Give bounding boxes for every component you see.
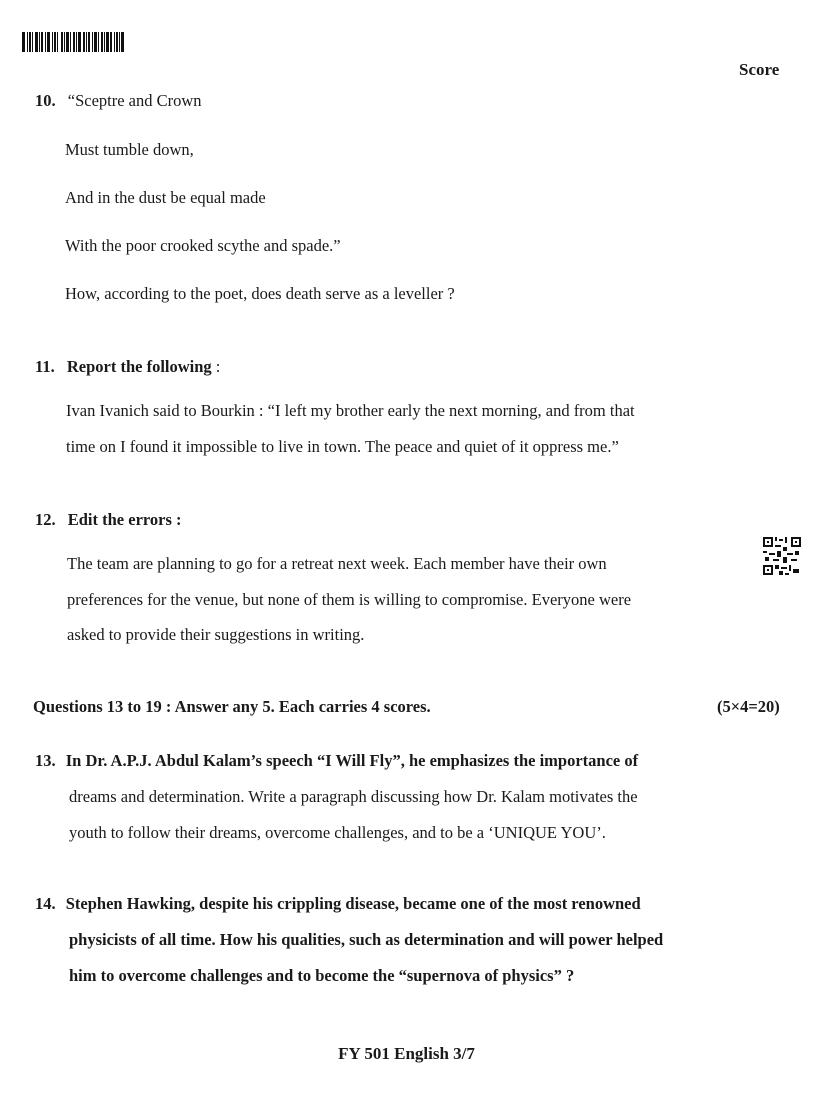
question-13-line-2: dreams and determination. Write a paragraph discussing how Dr. Kalam motivates the [69,787,638,806]
question-11-line-1: Ivan Ivanich said to Bourkin : “I left my brother early the next morning, and from that [66,401,635,420]
question-10-line-3: And in the dust be equal made [65,188,266,207]
question-14-number: 14. [35,894,56,913]
question-12-line-2: preferences for the venue, but none of them is willing to compromise. Everyone were [67,590,632,609]
section-instruction: Questions 13 to 19 : Answer any 5. Each carries 4 scores. [33,697,431,716]
question-13-line-3: youth to follow their dreams, overcome challenges, and to be a ‘UNIQUE YOU’. [69,823,606,842]
question-10-line-1: 10. “Sceptre and Crown [35,91,202,110]
question-11-heading: 11. Report the following : [35,357,221,376]
question-12-line-1: The team are planning to go for a retreat next week. Each member have their own [67,554,607,573]
question-10-line-2: Must tumble down, [65,140,194,159]
question-13-number: 13. [35,751,56,770]
question-10-line-4: With the poor crooked scythe and spade.” [65,236,341,255]
question-10-line-5: How, according to the poet, does death serve as a leveller ? [65,284,455,303]
question-10-number: 10. [35,91,56,110]
section-marks: (5×4=20) [717,697,780,716]
question-12-number: 12. [35,510,56,529]
page-footer: FY 501 English 3/7 [338,1044,475,1063]
barcode [22,32,147,52]
question-12-line-3: asked to provide their suggestions in writing. [67,625,365,644]
question-13-line-1: 13. In Dr. A.P.J. Abdul Kalam’s speech “I Will Fly”, he emphasizes the importance of [35,751,639,770]
question-14-line-1: 14. Stephen Hawking, despite his crippling disease, became one of the most renowned [35,894,641,913]
question-12-heading: 12. Edit the errors : [35,510,182,529]
question-11-line-2: time on I found it impossible to live in town. The peace and quiet of it oppress me.” [66,437,619,456]
question-14-line-3: him to overcome challenges and to become the “supernova of physics” ? [69,966,575,985]
score-label: Score [739,60,780,79]
qr-code-icon [763,537,801,575]
question-11-number: 11. [35,357,55,376]
question-14-line-2: physicists of all time. How his qualities, such as determination and will power helped [69,930,664,949]
